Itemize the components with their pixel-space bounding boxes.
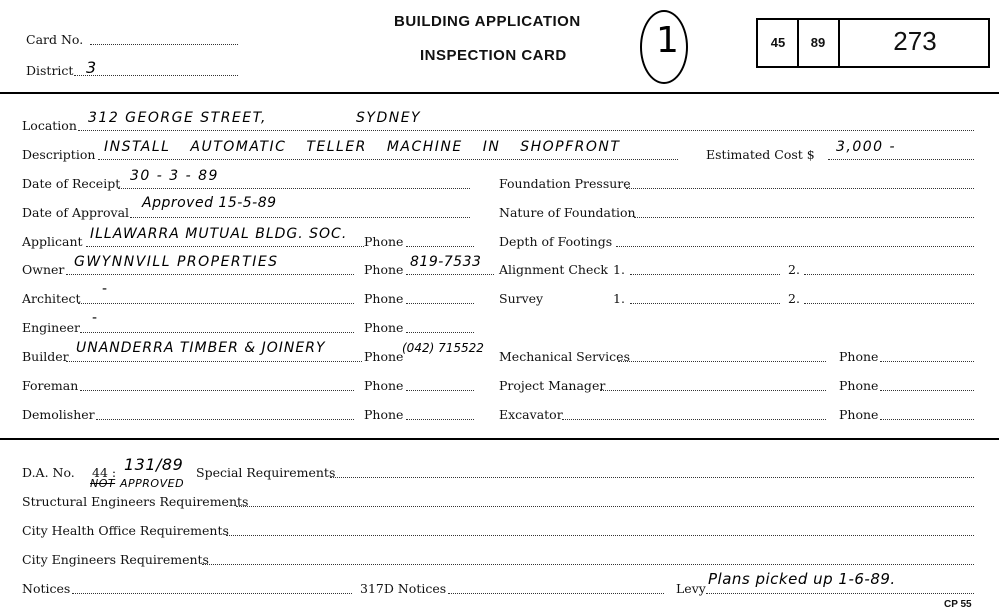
code-2: 89 (810, 35, 826, 50)
survey-label: Survey (499, 291, 544, 306)
foreman-phone-line (406, 390, 474, 391)
da-value: 131/89 (124, 455, 184, 474)
mechanical-phone-label: Phone (839, 349, 879, 364)
district-label: District (26, 63, 74, 78)
owner-phone-label: Phone (364, 262, 404, 277)
architect-label: Architect (22, 291, 81, 306)
district-value: 3 (86, 58, 98, 77)
notices-317d-label: 317D Notices (360, 581, 447, 596)
project-manager-label: Project Manager (499, 378, 606, 393)
architect-line (78, 303, 354, 304)
excavator-phone-line (880, 419, 974, 420)
alignment-2-line (804, 274, 974, 275)
builder-value: UNANDERRA TIMBER & JOINERY (76, 340, 326, 356)
applicant-value: ILLAWARRA MUTUAL BLDG. SOC. (90, 226, 348, 242)
applicant-line (86, 246, 364, 247)
structural-line (236, 506, 974, 507)
health-line (226, 535, 974, 536)
location-label: Location (22, 118, 77, 133)
title-line2: INSPECTION CARD (420, 47, 567, 64)
not-struck: NOT (90, 477, 116, 490)
receipt-line (118, 188, 470, 189)
card-number-divider (838, 20, 840, 66)
code-1: 45 (770, 35, 786, 50)
card-number-divider (797, 20, 799, 66)
survey-1-label: 1. (613, 291, 625, 306)
project-manager-phone-line (880, 390, 974, 391)
health-label: City Health Office Requirements (22, 523, 229, 538)
owner-phone: 819-7533 (410, 254, 482, 270)
city-engineers-line (202, 564, 974, 565)
receipt-label: Date of Receipt (22, 176, 121, 191)
card-no-label: Card No. (26, 32, 84, 47)
builder-phone: (042) 715522 (402, 341, 484, 355)
foundation-pressure-line (626, 188, 974, 189)
location-value: 312 GEORGE STREET, (88, 110, 267, 126)
da-prefix: 44 : (92, 465, 117, 480)
depth-footings-line (616, 246, 974, 247)
approved-note: APPROVED (120, 477, 185, 490)
description-label: Description (22, 147, 96, 162)
notices-label: Notices (22, 581, 71, 596)
description-value: INSTALL AUTOMATIC TELLER MACHINE IN SHOPFRONT (104, 139, 621, 155)
project-manager-line (600, 390, 826, 391)
builder-line (66, 361, 362, 362)
excavator-label: Excavator (499, 407, 563, 422)
nature-foundation-label: Nature of Foundation (499, 205, 636, 220)
nature-foundation-line (634, 217, 974, 218)
survey-2-line (804, 303, 974, 304)
alignment-check-label: Alignment Check (499, 262, 608, 277)
engineer-line (80, 332, 354, 333)
structural-label: Structural Engineers Requirements (22, 494, 249, 509)
approval-label: Date of Approval (22, 205, 130, 220)
foundation-pressure-label: Foundation Pressure (499, 176, 631, 191)
engineer-value: - (92, 310, 99, 326)
architect-phone-label: Phone (364, 291, 404, 306)
excavator-line (562, 419, 826, 420)
estimated-cost-value: 3,000 - (836, 139, 897, 155)
demolisher-phone-label: Phone (364, 407, 404, 422)
owner-label: Owner (22, 262, 65, 277)
estimated-cost-label: Estimated Cost $ (706, 147, 815, 162)
foreman-line (80, 390, 354, 391)
header-rule (0, 92, 999, 94)
engineer-phone-label: Phone (364, 320, 404, 335)
levy-line (706, 593, 974, 594)
mechanical-line (618, 361, 826, 362)
project-manager-phone-label: Phone (839, 378, 879, 393)
engineer-label: Engineer (22, 320, 80, 335)
levy-label: Levy (676, 581, 706, 596)
da-label: D.A. No. (22, 465, 75, 480)
approval-value: Approved 15-5-89 (142, 195, 277, 211)
special-line (330, 477, 974, 478)
notices-line (72, 593, 352, 594)
estimated-cost-line (828, 159, 974, 160)
architect-phone-line (406, 303, 474, 304)
approval-line (130, 217, 470, 218)
applicant-label: Applicant (22, 234, 83, 249)
special-label: Special Requirements (196, 465, 336, 480)
location-line (78, 130, 974, 131)
card-number: 273 (893, 26, 937, 56)
foreman-phone-label: Phone (364, 378, 404, 393)
mechanical-phone-line (880, 361, 974, 362)
card-no-line (90, 44, 238, 45)
alignment-1-label: 1. (613, 262, 625, 277)
owner-phone-line (406, 274, 494, 275)
demolisher-phone-line (406, 419, 474, 420)
district-line (74, 75, 238, 76)
demolisher-line (96, 419, 354, 420)
alignment-1-line (630, 274, 780, 275)
depth-footings-label: Depth of Footings (499, 234, 613, 249)
city-engineers-label: City Engineers Requirements (22, 552, 209, 567)
form-code: CP 55 (944, 599, 972, 610)
survey-1-line (630, 303, 780, 304)
owner-line (66, 274, 354, 275)
receipt-value: 30 - 3 - 89 (130, 168, 219, 184)
builder-label: Builder (22, 349, 69, 364)
description-line (98, 159, 678, 160)
mechanical-label: Mechanical Services (499, 349, 630, 364)
demolisher-label: Demolisher (22, 407, 95, 422)
architect-value: - (102, 281, 109, 297)
details-rule (0, 438, 999, 440)
levy-value: Plans picked up 1-6-89. (708, 570, 896, 588)
title-line1: BUILDING APPLICATION (394, 13, 581, 30)
applicant-phone-label: Phone (364, 234, 404, 249)
owner-value: GWYNNVILL PROPERTIES (74, 254, 279, 270)
alignment-2-label: 2. (788, 262, 800, 277)
builder-phone-label: Phone (364, 349, 404, 364)
engineer-phone-line (406, 332, 474, 333)
foreman-label: Foreman (22, 378, 79, 393)
location-city: SYDNEY (356, 110, 422, 126)
notices-317d-line (448, 593, 664, 594)
survey-2-label: 2. (788, 291, 800, 306)
applicant-phone-line (406, 246, 474, 247)
excavator-phone-label: Phone (839, 407, 879, 422)
circled-number: 1 (656, 20, 679, 61)
